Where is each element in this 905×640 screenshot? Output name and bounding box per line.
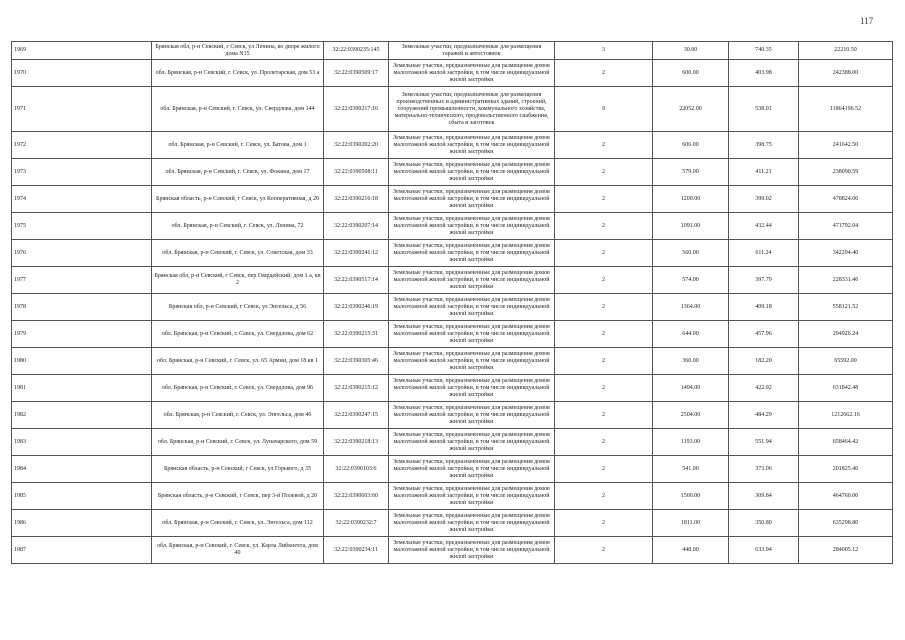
table-row — [12, 186, 893, 213]
address-cell: обл. Брянская, р-н Севский, г. Севск, ул. Фокина, дом 17 — [152, 159, 324, 186]
area-cell: 1193.00 — [653, 429, 729, 456]
cadastral-value-cell: 228331.46 — [799, 267, 893, 294]
specific-value-cell: 409.18 — [729, 294, 799, 321]
cadastral-value-cell: 1212662.16 — [799, 402, 893, 429]
area-cell: 1091.00 — [653, 213, 729, 240]
table-row — [12, 429, 893, 456]
area-cell: 22052.00 — [653, 87, 729, 132]
page-number: 117 — [860, 16, 874, 26]
table-row — [12, 402, 893, 429]
table-row — [12, 60, 893, 87]
area-cell: 1811.00 — [653, 510, 729, 537]
cadastral-value-cell: 11864196.52 — [799, 87, 893, 132]
group-code-cell: 2 — [555, 375, 653, 402]
address-cell: обл. Брянская, р-н Севский, г. Севск, ул. Свердлова, дом 62 — [152, 321, 324, 348]
address-cell: обл. Брянская, р-н Севский, г. Севск, ул. Карла Либкнехта, дом 40 — [152, 537, 324, 564]
area-cell: 2504.00 — [653, 402, 729, 429]
table-row — [12, 483, 893, 510]
cadastral-number-cell: 32:22:0390247:15 — [324, 402, 389, 429]
row-number: 1979 — [12, 321, 152, 348]
cadastral-number-cell: 32:22:0390216:18 — [324, 186, 389, 213]
group-code-cell: 2 — [555, 60, 653, 87]
group-code-cell: 2 — [555, 321, 653, 348]
row-number: 1982 — [12, 402, 152, 429]
group-code-cell: 9 — [555, 87, 653, 132]
cadastral-number-cell: 32:22:0390305:46 — [324, 348, 389, 375]
specific-value-cell: 373.06 — [729, 456, 799, 483]
group-code-cell: 2 — [555, 294, 653, 321]
area-cell: 600.00 — [653, 60, 729, 87]
cadastral-number-cell: 32:22:0390218:13 — [324, 429, 389, 456]
address-cell: обл. Брянская, р-н Севский, г. Севск, ул. Ленина, 72 — [152, 213, 324, 240]
land-use-cell: Земельные участки, предназначенные для размещения домов малоэтажной жилой застройки, в том числе индивидуальной жилой застройки — [389, 456, 555, 483]
address-cell: обл. Брянская, р-н Севский, г. Севск, ул. Свердлова, дом 96 — [152, 375, 324, 402]
land-use-cell: Земельные участки, предназначенные для размещения домов малоэтажной жилой застройки, в том числе индивидуальной жилой застройки — [389, 348, 555, 375]
group-code-cell: 2 — [555, 510, 653, 537]
specific-value-cell: 399.02 — [729, 186, 799, 213]
cadastral-number-cell: 32:22:0390246:19 — [324, 294, 389, 321]
land-use-cell: Земельные участки, предназначенные для размещения производственных и административных зданий, строений, сооружений промышленности, коммунального хозяйства, материально-технического, продовольственного снабжения, сбыта и заготовок — [389, 87, 555, 132]
group-code-cell: 2 — [555, 213, 653, 240]
specific-value-cell: 350.80 — [729, 510, 799, 537]
specific-value-cell: 551.94 — [729, 429, 799, 456]
address-cell: обл. Брянская, р-н Севский, г. Севск, ул. Советская, дом 33 — [152, 240, 324, 267]
area-cell: 448.00 — [653, 537, 729, 564]
specific-value-cell: 422.92 — [729, 375, 799, 402]
row-number: 1970 — [12, 60, 152, 87]
row-number: 1978 — [12, 294, 152, 321]
address-cell: обл. Брянская, р-н Севский, г. Севск, ул. Луначарского, дом 59 — [152, 429, 324, 456]
land-use-cell: Земельные участки, предназначенные для размещения домов малоэтажной жилой застройки, в том числе индивидуальной жилой застройки — [389, 294, 555, 321]
specific-value-cell: 397.79 — [729, 267, 799, 294]
cadastral-value-cell: 201825.46 — [799, 456, 893, 483]
land-use-cell: Земельные участки, предназначенные для размещения домов малоэтажной жилой застройки, в том числе индивидуальной жилой застройки — [389, 321, 555, 348]
group-code-cell: 2 — [555, 186, 653, 213]
specific-value-cell: 411.21 — [729, 159, 799, 186]
table-row — [12, 294, 893, 321]
cadastral-number-cell: 32:22:0390235:145 — [324, 42, 389, 60]
cadastral-number-cell: 32:22:0390217:16 — [324, 87, 389, 132]
row-number: 1971 — [12, 87, 152, 132]
specific-value-cell: 182.20 — [729, 348, 799, 375]
area-cell: 1494.00 — [653, 375, 729, 402]
group-code-cell: 2 — [555, 159, 653, 186]
group-code-cell: 2 — [555, 132, 653, 159]
cadastral-value-cell: 658464.42 — [799, 429, 893, 456]
land-use-cell: Земельные участки, предназначенные для размещения домов малоэтажной жилой застройки, в том числе индивидуальной жилой застройки — [389, 510, 555, 537]
cadastral-value-cell: 342294.40 — [799, 240, 893, 267]
group-code-cell: 2 — [555, 537, 653, 564]
land-use-cell: Земельные участки, предназначенные для размещения домов малоэтажной жилой застройки, в том числе индивидуальной жилой застройки — [389, 186, 555, 213]
land-use-cell: Земельные участки, предназначенные для размещения домов малоэтажной жилой застройки, в том числе индивидуальной жилой застройки — [389, 132, 555, 159]
cadastral-value-cell: 635298.80 — [799, 510, 893, 537]
cadastral-value-cell: 241642.50 — [799, 132, 893, 159]
specific-value-cell: 740.35 — [729, 42, 799, 60]
table-row — [12, 375, 893, 402]
land-use-cell: Земельные участки, предназначенные для размещения домов малоэтажной жилой застройки, в том числе индивидуальной жилой застройки — [389, 375, 555, 402]
specific-value-cell: 484.29 — [729, 402, 799, 429]
specific-value-cell: 538.01 — [729, 87, 799, 132]
cadastral-number-cell: 32:22:0390517:14 — [324, 267, 389, 294]
group-code-cell: 2 — [555, 348, 653, 375]
specific-value-cell: 398.75 — [729, 132, 799, 159]
area-cell: 360.00 — [653, 348, 729, 375]
cadastral-number-cell: 32:22:0390232:7 — [324, 510, 389, 537]
cadastral-value-cell: 464760.00 — [799, 483, 893, 510]
area-cell: 560.00 — [653, 240, 729, 267]
cadastral-number-cell: 32:22:0390215:12 — [324, 375, 389, 402]
row-number: 1984 — [12, 456, 152, 483]
table-row — [12, 537, 893, 564]
address-cell: обл. Брянская, р-н Севский, г. Севск, ул. Свердлова, дом 144 — [152, 87, 324, 132]
address-cell: Брянская обл, р-н Севский, г Севск, ул Энгельса, д 56 — [152, 294, 324, 321]
table-row — [12, 240, 893, 267]
address-cell: Брянская область, р-н Севский, г Севск, пер 3-й Полевой, д 20 — [152, 483, 324, 510]
table-row — [12, 456, 893, 483]
land-use-cell: Земельные участки, предназначенные для размещения домов малоэтажной жилой застройки, в том числе индивидуальной жилой застройки — [389, 159, 555, 186]
specific-value-cell: 611.24 — [729, 240, 799, 267]
land-use-cell: Земельные участки, предназначенные для размещения домов малоэтажной жилой застройки, в том числе индивидуальной жилой застройки — [389, 402, 555, 429]
cadastral-number-cell: 32:22:0390509:17 — [324, 60, 389, 87]
land-plot-table — [11, 41, 893, 564]
specific-value-cell: 457.96 — [729, 321, 799, 348]
land-use-cell: Земельные участки, предназначенные для размещения домов малоэтажной жилой застройки, в том числе индивидуальной жилой застройки — [389, 240, 555, 267]
specific-value-cell: 403.98 — [729, 60, 799, 87]
land-use-cell: Земельные участки, предназначенные для размещения домов малоэтажной жилой застройки, в том числе индивидуальной жилой застройки — [389, 483, 555, 510]
cadastral-number-cell: 32:22:0390603:60 — [324, 483, 389, 510]
specific-value-cell: 432.44 — [729, 213, 799, 240]
cadastral-number-cell: 32:22:0390508:11 — [324, 159, 389, 186]
address-cell: обл. Брянская, р-н Севский, г. Севск, ул. Пролетарская, дом 53 а — [152, 60, 324, 87]
area-cell: 1200.00 — [653, 186, 729, 213]
cadastral-value-cell: 631842.48 — [799, 375, 893, 402]
row-number: 1987 — [12, 537, 152, 564]
table-body — [12, 42, 893, 564]
address-cell: Брянская обл, р-н Севский, г Севск, пер Гвардейский, дом 1 а, кв 2 — [152, 267, 324, 294]
specific-value-cell: 309.84 — [729, 483, 799, 510]
area-cell: 30.00 — [653, 42, 729, 60]
row-number: 1986 — [12, 510, 152, 537]
cadastral-value-cell: 478824.00 — [799, 186, 893, 213]
row-number: 1969 — [12, 42, 152, 60]
area-cell: 1500.00 — [653, 483, 729, 510]
address-cell: обл. Брянская, р-н Севский, г. Севск, ул. Батова, дом 1 — [152, 132, 324, 159]
table-row — [12, 510, 893, 537]
table-row — [12, 159, 893, 186]
land-use-cell: Земельные участки, предназначенные для размещения домов малоэтажной жилой застройки, в том числе индивидуальной жилой застройки — [389, 267, 555, 294]
row-number: 1983 — [12, 429, 152, 456]
cadastral-value-cell: 294926.24 — [799, 321, 893, 348]
row-number: 1975 — [12, 213, 152, 240]
address-cell: Брянская область, р-н Севский, г Севск, ул Горького, д 35 — [152, 456, 324, 483]
area-cell: 1364.00 — [653, 294, 729, 321]
cadastral-number-cell: 32:22:0390234:11 — [324, 537, 389, 564]
area-cell: 579.00 — [653, 159, 729, 186]
group-code-cell: 2 — [555, 456, 653, 483]
table-row — [12, 267, 893, 294]
land-use-cell: Земельные участки, предназначенные для размещения домов малоэтажной жилой застройки, в том числе индивидуальной жилой застройки — [389, 429, 555, 456]
table-row — [12, 42, 893, 60]
row-number: 1977 — [12, 267, 152, 294]
table-row — [12, 321, 893, 348]
row-number: 1981 — [12, 375, 152, 402]
address-cell: Брянская обл, р-н Севский, г Севск, ул Ленина, во дворе жилого дома N15 — [152, 42, 324, 60]
cadastral-value-cell: 65592.00 — [799, 348, 893, 375]
row-number: 1974 — [12, 186, 152, 213]
group-code-cell: 2 — [555, 483, 653, 510]
cadastral-value-cell: 284005.12 — [799, 537, 893, 564]
cadastral-value-cell: 22210.50 — [799, 42, 893, 60]
area-cell: 574.00 — [653, 267, 729, 294]
cadastral-number-cell: 32:22:0390241:12 — [324, 240, 389, 267]
table-row — [12, 132, 893, 159]
row-number: 1976 — [12, 240, 152, 267]
area-cell: 541.00 — [653, 456, 729, 483]
row-number: 1985 — [12, 483, 152, 510]
land-use-cell: Земельные участки, предназначенные для размещения домов малоэтажной жилой застройки, в том числе индивидуальной жилой застройки — [389, 60, 555, 87]
area-cell: 606.00 — [653, 132, 729, 159]
row-number: 1973 — [12, 159, 152, 186]
row-number: 1972 — [12, 132, 152, 159]
area-cell: 644.00 — [653, 321, 729, 348]
group-code-cell: 3 — [555, 42, 653, 60]
land-use-cell: Земельные участки, предназначенные для размещения домов малоэтажной жилой застройки, в том числе индивидуальной жилой застройки — [389, 537, 555, 564]
table-row — [12, 348, 893, 375]
group-code-cell: 2 — [555, 402, 653, 429]
table-row — [12, 213, 893, 240]
cadastral-number-cell: 32:22:0390202:20 — [324, 132, 389, 159]
cadastral-number-cell: 32:22:0390207:14 — [324, 213, 389, 240]
row-number: 1980 — [12, 348, 152, 375]
land-use-cell: Земельные участки, предназначенные для размещения гаражей и автостоянок — [389, 42, 555, 60]
cadastral-value-cell: 238090.59 — [799, 159, 893, 186]
address-cell: обл. Брянская, р-н Севский, г. Севск, ул. Энгельса, дом 112 — [152, 510, 324, 537]
address-cell: обл. Брянская, р-н Севский, г. Севск, ул. Энгельса, дом 46 — [152, 402, 324, 429]
cadastral-number-cell: 32:22:0390215:31 — [324, 321, 389, 348]
group-code-cell: 2 — [555, 240, 653, 267]
address-cell: Брянская область, р-н Севский, г Севск, ул Кооперативная, д 20 — [152, 186, 324, 213]
address-cell: обл. Брянская, р-н Севский, г. Севск, ул. 65 Армии, дом 18 кв 1 — [152, 348, 324, 375]
cadastral-value-cell: 558121.52 — [799, 294, 893, 321]
cadastral-number-cell: 32:22:0390103:6 — [324, 456, 389, 483]
cadastral-value-cell: 471792.04 — [799, 213, 893, 240]
table-row — [12, 87, 893, 132]
group-code-cell: 2 — [555, 429, 653, 456]
specific-value-cell: 633.94 — [729, 537, 799, 564]
cadastral-value-cell: 242388.00 — [799, 60, 893, 87]
group-code-cell: 2 — [555, 267, 653, 294]
land-use-cell: Земельные участки, предназначенные для размещения домов малоэтажной жилой застройки, в том числе индивидуальной жилой застройки — [389, 213, 555, 240]
